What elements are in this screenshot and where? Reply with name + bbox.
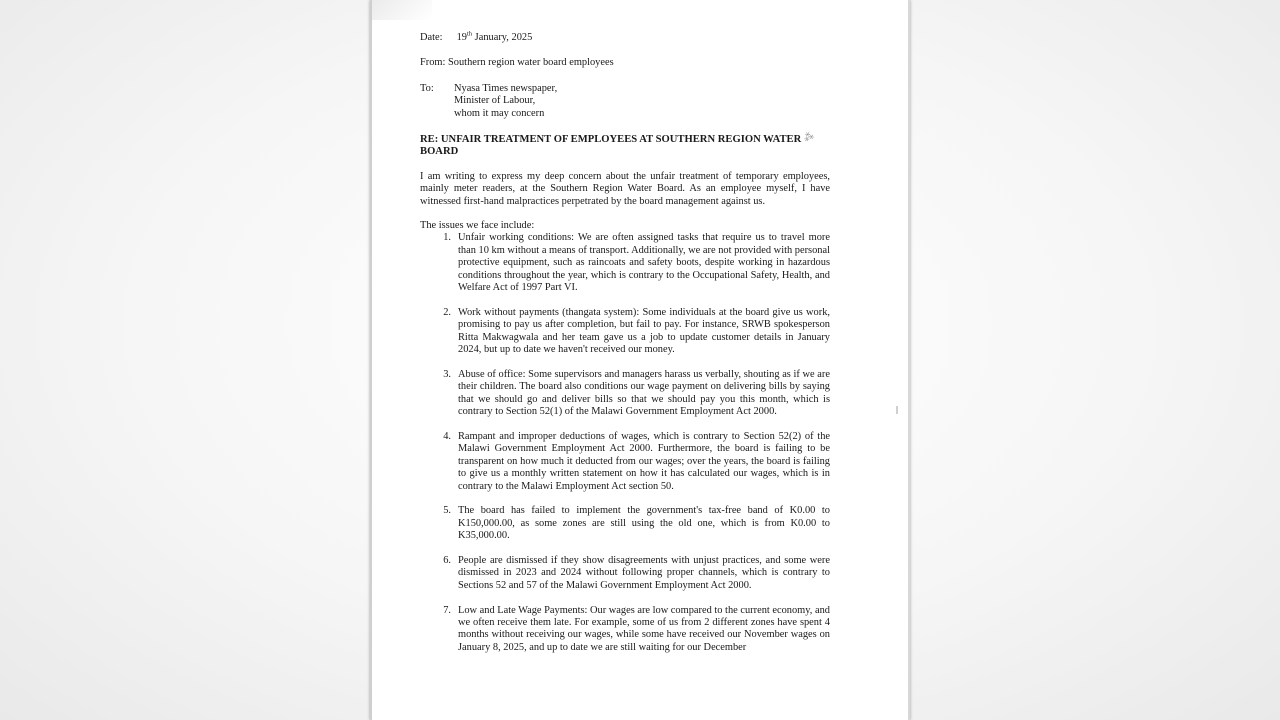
issue-item bbox=[420, 307, 830, 357]
issue-number: 3. bbox=[443, 368, 451, 380]
date-rest: January, 2025 bbox=[472, 32, 533, 43]
issue-text: Abuse of office: Some supervisors and managers harass us verbally, shouting as if we are their children. The board also conditions our wage payment on delivering bills by saying that we should go and deliver bills so that we should pay you this month, which is contrary to Section 52(1) of the Malawi Government Employment Act 2000. bbox=[458, 368, 830, 418]
issue-text: The board has failed to implement the government's tax-free band of K0.00 to K150,000.00, as some zones are still using the old one, which is from K0.00 to K35,000.00. bbox=[458, 505, 830, 542]
issue-item bbox=[420, 605, 830, 655]
issue-text: People are dismissed if they show disagreements with unjust practices, and some were dismissed in 2023 and 2024 without following proper channels, which is contrary to Sections 52 and 57 of the Malawi Government Employment Act 2000. bbox=[458, 554, 830, 591]
to-recipient: Minister of Labour, bbox=[454, 95, 536, 107]
issues-lead: The issues we face include: bbox=[420, 220, 535, 232]
date-day: 19 bbox=[456, 32, 467, 43]
date-line bbox=[420, 32, 830, 44]
to-block bbox=[420, 83, 830, 120]
subject-line: RE: UNFAIR TREATMENT OF EMPLOYEES AT SOUTHERN REGION WATER BOARD bbox=[420, 134, 802, 158]
to-recipient: whom it may concern bbox=[454, 107, 545, 119]
intro-paragraph: I am writing to express my deep concern about the unfair treatment of temporary employees, mainly meter readers, at the Southern Region Water Board. As an employee myself, I have witnessed first-hand malpractices perpetrated by the board management against us. bbox=[420, 170, 830, 207]
from-line bbox=[420, 57, 830, 69]
to-label: To: bbox=[420, 82, 434, 94]
issue-number: 2. bbox=[443, 306, 451, 318]
issue-item bbox=[420, 505, 830, 542]
to-recipient: Nyasa Times newspaper, bbox=[454, 82, 558, 94]
issue-item bbox=[420, 369, 830, 419]
issue-text: Work without payments (thangata system): Some individuals at the board give us work, promising to pay us after completion, but fail to pay. For instance, SRWB spokesperson Ritta Makwagwala and her team gave us a job to update customer details in January 2024, but up to date we haven't received our money. bbox=[458, 306, 830, 356]
issue-number: 1. bbox=[443, 232, 451, 244]
date-label: Date: bbox=[420, 32, 443, 43]
issues-list bbox=[420, 232, 830, 654]
letter-body bbox=[420, 32, 830, 667]
document-page bbox=[370, 0, 910, 720]
date-value bbox=[457, 32, 533, 43]
issue-item bbox=[420, 555, 830, 592]
issue-item bbox=[420, 232, 830, 294]
from-label: From: bbox=[420, 57, 446, 69]
issue-number: 5. bbox=[443, 505, 451, 517]
scan-smudge-mark: ⁂ bbox=[802, 130, 816, 145]
from-value: Southern region water board employees bbox=[448, 57, 614, 69]
issue-text: Low and Late Wage Payments: Our wages are low compared to the current economy, and we often receive them late. For example, some of us from 2 different zones have spent 4 months without receiving our wages, while some have received our November wages on January 8, 2025, and up to date we are still waiting for our December bbox=[458, 604, 830, 653]
issue-text: Unfair working conditions: We are often assigned tasks that require us to travel more than 10 km without a means of transport. Additionally, we are not provided with personal protective equipment, such as raincoats and safety boots, despite working in hazardous conditions throughout the year, which is contrary to the Occupational Safety, Health, and Welfare Act of 1997 Part VI. bbox=[458, 232, 830, 294]
to-recipients bbox=[454, 83, 557, 120]
issue-number: 6. bbox=[443, 554, 451, 566]
issue-text: Rampant and improper deductions of wages, which is contrary to Section 52(2) of the Malawi Government Employment Act 2000. Furthermore, the board is failing to be transparent on how much it deducted from our wages; over the years, the board is failing to give us a monthly written statement on how it has calculated our wages, which is in contrary to the Malawi Employment Act section 50. bbox=[458, 430, 830, 492]
issue-number: 4. bbox=[443, 430, 451, 442]
date-suffix: th bbox=[467, 30, 473, 38]
issue-item bbox=[420, 431, 830, 493]
issue-number: 7. bbox=[443, 604, 451, 616]
scan-edge-mark bbox=[896, 406, 898, 414]
